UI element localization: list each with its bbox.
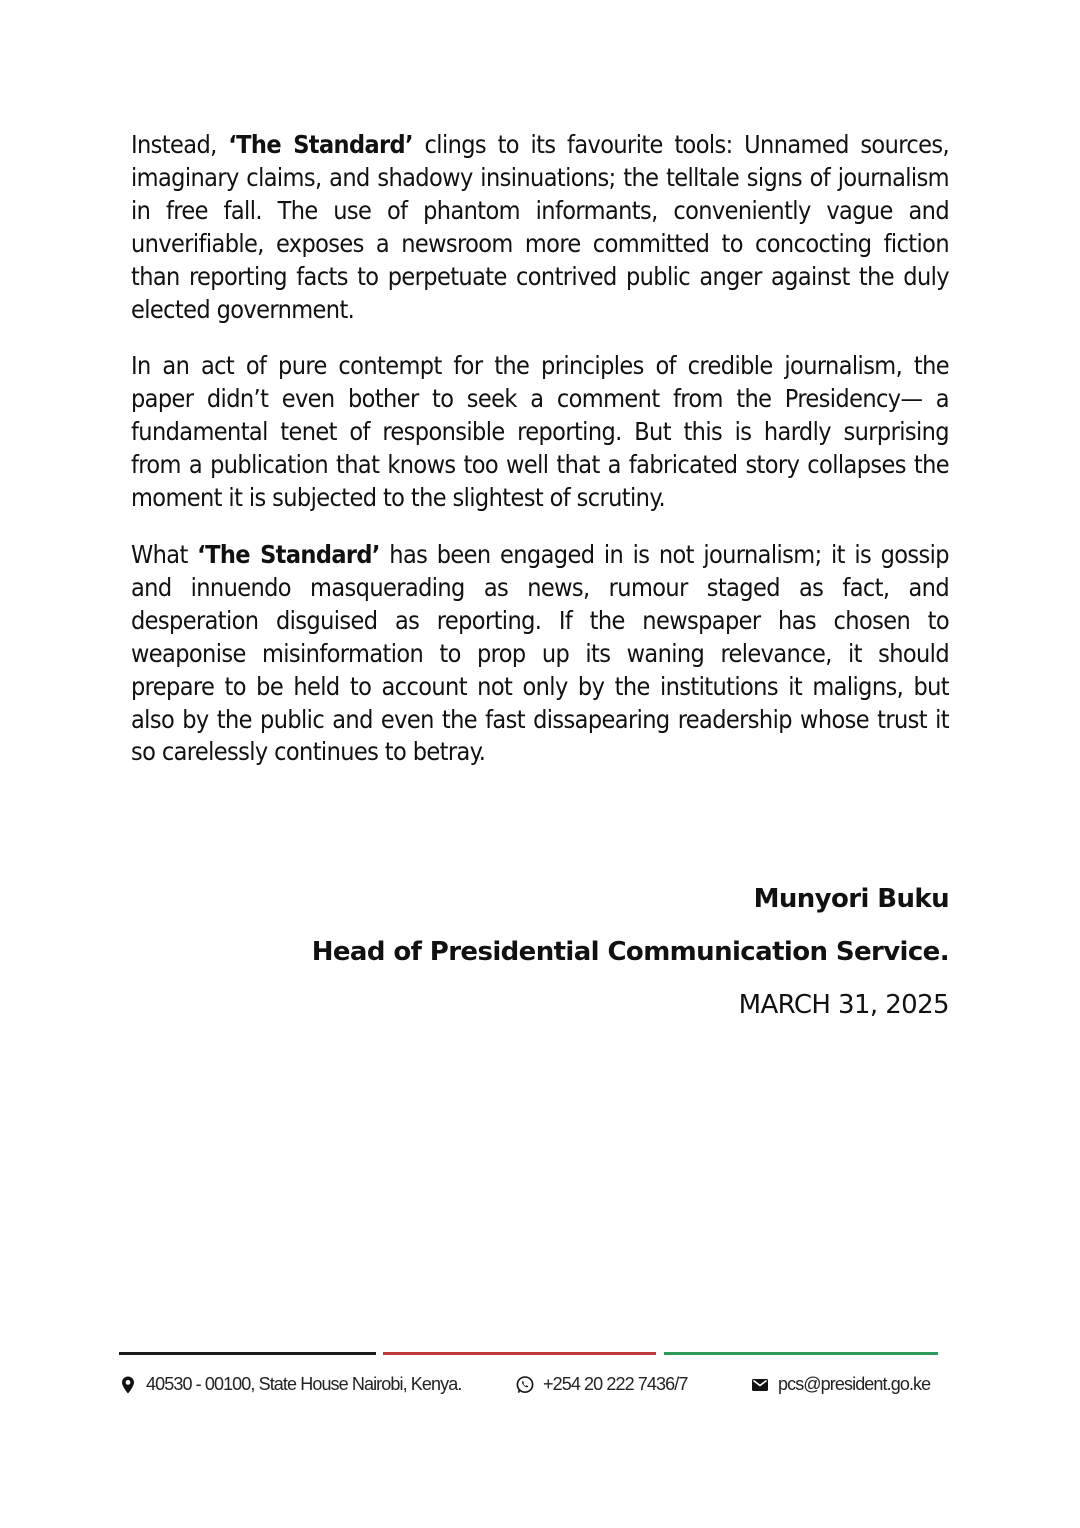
publication-name: ‘The Standard’ [197,539,380,569]
whatsapp-icon [515,1375,535,1395]
paragraph-2 [131,350,949,515]
statement-date: MARCH 31, 2025 [738,990,949,1020]
publication-name: ‘The Standard’ [228,130,413,159]
paragraph-text: Instead, [131,130,229,159]
paragraph-text: clings to its favourite tools: Unnamed sources, imaginary claims, and shadowy insinuations; the telltale signs of journalism in free fall. The use of phantom informants, conveniently vague and unverifiable, exposes a newsroom more committed to concocting fiction than reporting facts to perpetuate contrived public anger against the duly elected government. [131,130,950,324]
location-pin-icon [118,1375,138,1395]
footer-rule-red [383,1352,656,1355]
paragraph-text: In an act of pure contempt for the principles of credible journalism, the paper didn’t even bother to seek a comment from the Presidency— a fundamental tenet of responsible reporting. But this is hardly surprising from a publication that knows too well that a fabricated story collapses the moment it is subjected to the slightest of scrutiny. [131,351,949,513]
footer-address [118,1374,461,1395]
signatory-name: Munyori Buku [753,884,949,914]
statement-body [131,129,949,793]
envelope-icon [750,1375,770,1395]
footer-phone[interactable] [515,1374,687,1395]
paragraph-text: has been engaged in is not journalism; it is gossip and innuendo masquerading as news, rumour staged as fact, and desperation disguised as reporting. If the newspaper has chosen to weaponise misinformation to prop up its waning relevance, it should prepare to be held to account not only by the institutions it maligns, but also by the public and even the fast dissapearing readership whose trust it so carelessly continues to betray. [131,539,949,767]
footer-rule-black [119,1352,376,1355]
paragraph-3 [131,539,949,769]
footer-rule-green [664,1352,938,1355]
signatory-title: Head of Presidential Communication Service. [311,937,949,967]
address-text: 40530 - 00100, State House Nairobi, Kenya. [146,1374,462,1394]
paragraph-text: What [131,539,198,569]
email-link[interactable]: pcs@president.go.ke [778,1374,931,1394]
phone-text[interactable]: +254 20 222 7436/7 [543,1374,688,1394]
footer-email[interactable] [750,1374,930,1395]
paragraph-1 [131,129,949,326]
